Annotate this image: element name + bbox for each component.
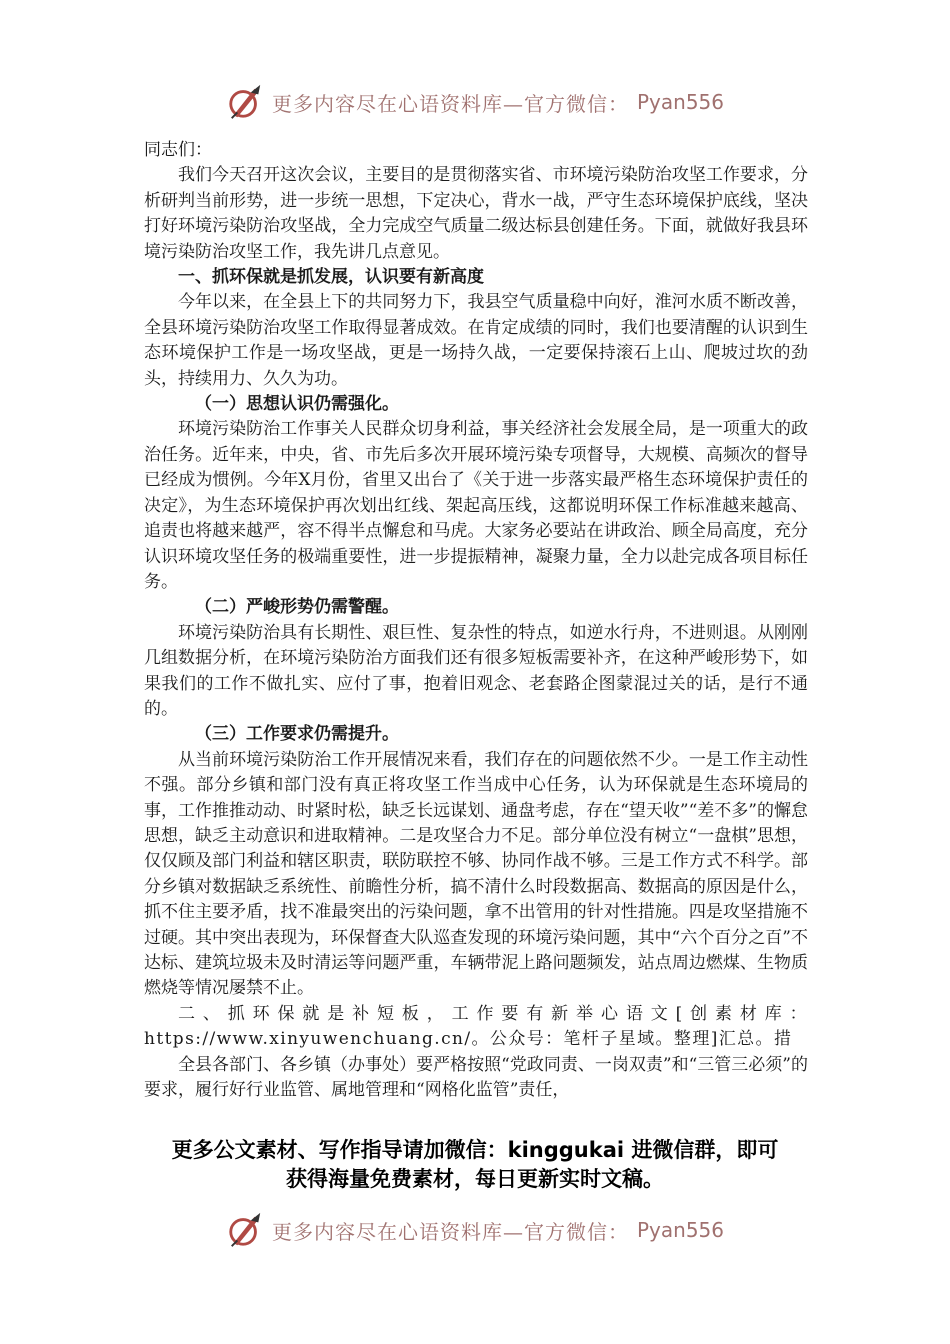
subsection-2-paragraph: 环境污染防治具有长期性、艰巨性、复杂性的特点，如逆水行舟，不进则退。从刚刚几组数据分析，在环境污染防治方面我们还有很多短板需要补齐，在这种严峻形势下，如果我们的工作不做扎实、应付了事，抱着旧观念、老套路企图蒙混过关的话，是行不通的。 xyxy=(144,622,808,719)
document-body xyxy=(144,138,808,1103)
subsection-3-heading: （三）工作要求仍需提升。 xyxy=(195,724,399,745)
pen-quill-logo-icon xyxy=(226,83,264,121)
banner-wechat-id: Pyan556 xyxy=(636,90,724,114)
promo-block xyxy=(100,1136,850,1194)
banner-text: 更多内容尽在心语资料库—官方微信： xyxy=(271,91,629,116)
section-1-paragraph: 今年以来，在全县上下的共同努力下，我县空气质量稳中向好，淮河水质不断改善，全县环境污染防治攻坚工作取得显著成效。在肯定成绩的同时，我们也要清醒的认识到生态环境保护工作是一场攻坚战，更是一场持久战，一定要保持滚石上山、爬坡过坎的劲头，持续用力、久久为功。 xyxy=(144,292,808,389)
intro-paragraph: 我们今天召开这次会议，主要目的是贯彻落实省、市环境污染防治攻坚工作要求，分析研判当前形势，进一步统一思想，下定决心，背水一战，严守生态环境保护底线，坚决打好环境污染防治攻坚战，全力完成空气质量二级达标县创建任务。下面，就做好我县环境污染防治攻坚工作，我先讲几点意见。 xyxy=(144,165,808,262)
promo-line-1: 更多公文素材、写作指导请加微信：kinggukai 进微信群，即可 xyxy=(171,1138,779,1162)
header-banner xyxy=(0,80,950,124)
section-1-heading: 一、抓环保就是抓发展，认识要有新高度 xyxy=(178,267,484,288)
section-2-heading-line: 二、抓环保就是补短板，工作要有新举心语文[创素材库：https://www.xinyuwenchuang.cn/。公众号：笔杆子星域。整理]汇总。措 xyxy=(144,1003,808,1050)
banner-wechat-id: Pyan556 xyxy=(636,1218,724,1242)
section-2-paragraph: 全县各部门、各乡镇（办事处）要严格按照“党政同责、一岗双责”和“三管三必须”的要求，履行好行业监管、属地管理和“网格化监管”责任， xyxy=(144,1054,808,1101)
subsection-3-paragraph: 从当前环境污染防治工作开展情况来看，我们存在的问题依然不少。一是工作主动性不强。部分乡镇和部门没有真正将攻坚工作当成中心任务，认为环保就是生态环境局的事，工作推推动动、时紧时松，缺乏长远谋划、通盘考虑，存在“望天收”“差不多”的懈怠思想，缺乏主动意识和进取精神。二是攻坚合力不足。部分单位没有树立“一盘棋”思想，仅仅顾及部门利益和辖区职责，联防联控不够、协同作战不够。三是工作方式不科学。部分乡镇对数据缺乏系统性、前瞻性分析，搞不清什么时段数据高、数据高的原因是什么，抓不住主要矛盾，找不准最突出的污染问题，拿不出管用的针对性措施。四是攻坚措施不过硬。其中突出表现为，环保督查大队巡查发现的环境污染问题，其中“六个百分之百”不达标、建筑垃圾未及时清运等问题严重，车辆带泥上路问题频发，站点周边燃煤、生物质燃烧等情况屡禁不止。 xyxy=(144,749,808,999)
salutation: 同志们： xyxy=(144,140,212,160)
subsection-1-heading: （一）思想认识仍需强化。 xyxy=(195,394,399,415)
banner-text: 更多内容尽在心语资料库—官方微信： xyxy=(271,1219,629,1244)
subsection-1-paragraph: 环境污染防治工作事关人民群众切身利益，事关经济社会发展全局，是一项重大的政治任务。近年来，中央，省、市先后多次开展环境污染专项督导，大规模、高频次的督导已经成为惯例。今年X月份，省里又出台了《关于进一步落实最严格生态环境保护责任的决定》，为生态环境保护再次划出红线、架起高压线，这都说明环保工作标准越来越高、追责也将越来越严，容不得半点懈怠和马虎。大家务必要站在讲政治、顾全局高度，充分认识环境攻坚任务的极端重要性，进一步提振精神，凝聚力量，全力以赴完成各项目标任务。 xyxy=(144,419,808,592)
footer-banner xyxy=(0,1208,950,1252)
promo-line-2: 获得海量免费素材，每日更新实时文稿。 xyxy=(286,1167,664,1191)
pen-quill-logo-icon xyxy=(226,1211,264,1249)
subsection-2-heading: （二）严峻形势仍需警醒。 xyxy=(195,597,399,618)
